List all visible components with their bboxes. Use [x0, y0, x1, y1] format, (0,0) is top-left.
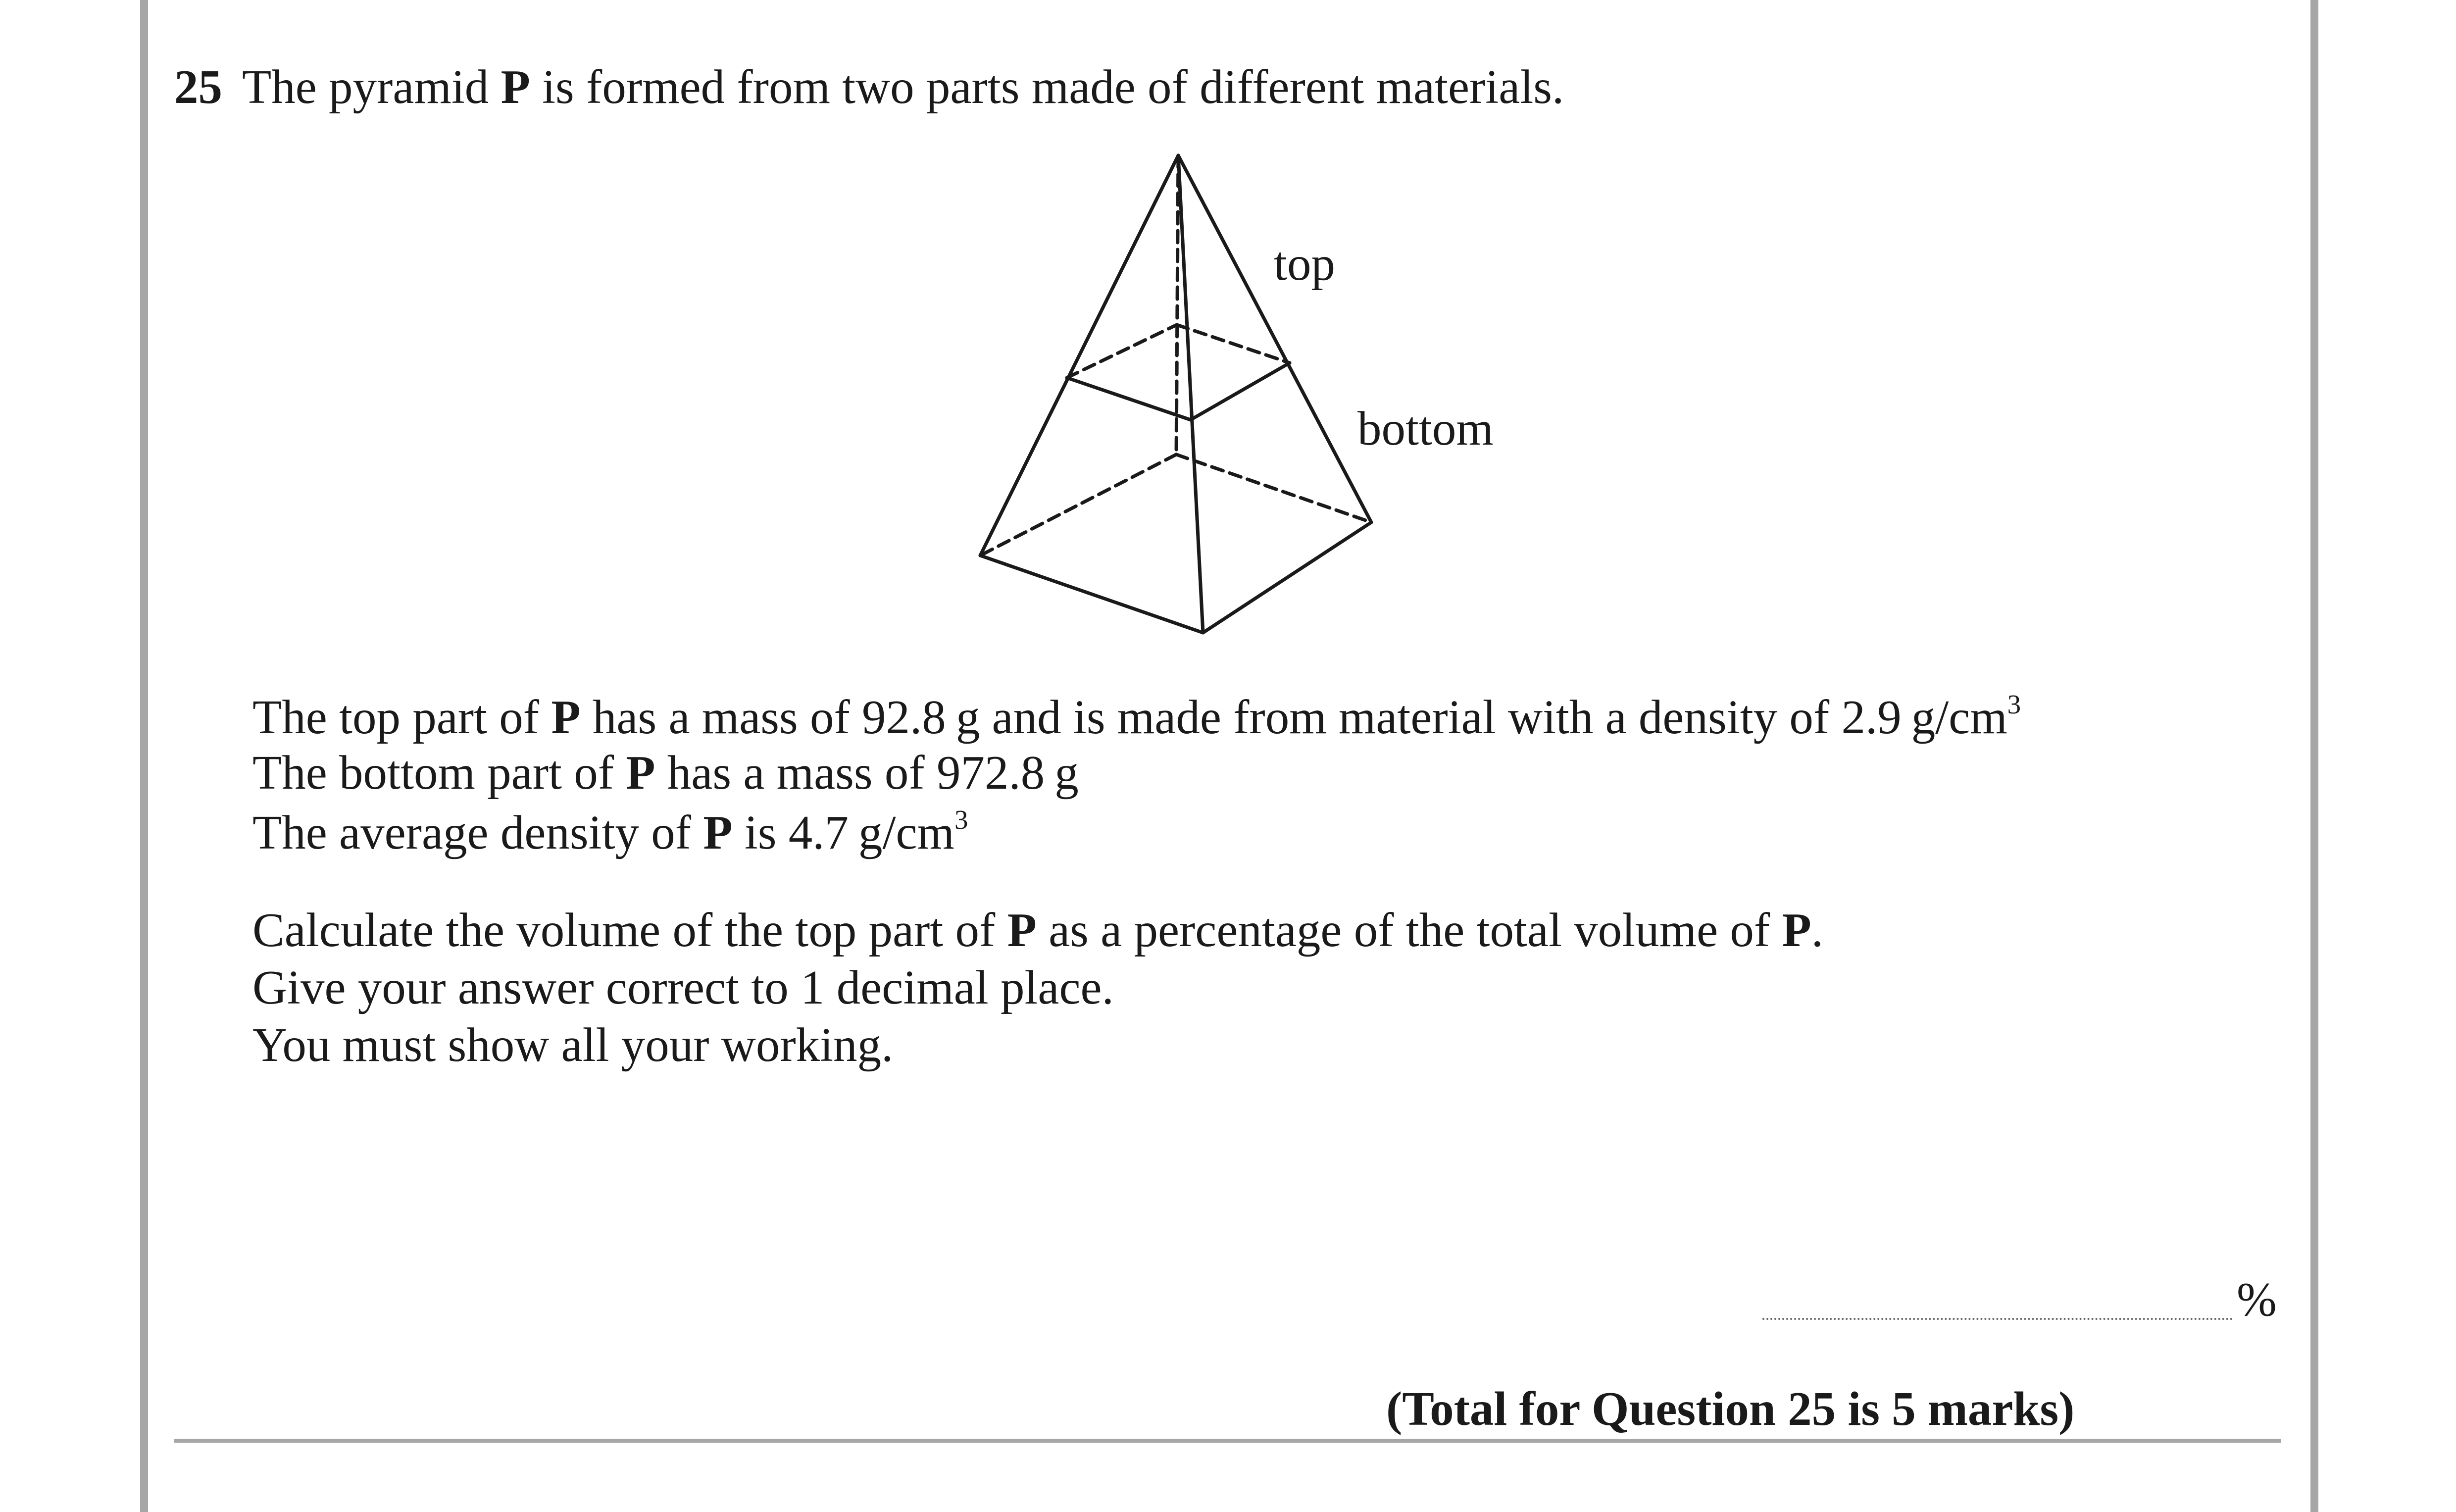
- info3-b: P: [703, 806, 733, 859]
- cut-edge-front-right: [1191, 363, 1290, 420]
- info2-b: P: [626, 746, 655, 799]
- info2-c: has a mass of 972.8: [655, 746, 1045, 799]
- hidden-cut-edge-left: [1067, 325, 1177, 378]
- info2-d: g: [1054, 746, 1079, 799]
- info1-b: P: [551, 691, 581, 744]
- info-line-bottom-mass: [252, 746, 1079, 799]
- base-edge-front-right: [1203, 522, 1371, 633]
- answer-unit: %: [2237, 1273, 2277, 1326]
- total-marks: (Total for Question 25 is 5 marks): [1386, 1382, 2075, 1435]
- right-margin-border: [2310, 0, 2318, 1512]
- task-line-2: Give your answer correct to 1 decimal place.: [252, 961, 1114, 1014]
- hidden-edges: [980, 155, 1371, 555]
- base-edge-front-left: [980, 555, 1203, 633]
- answer-line[interactable]: [1762, 1318, 2233, 1320]
- intro-text-1: The pyramid: [242, 60, 501, 113]
- info1-sup: 3: [2007, 689, 2021, 719]
- info1-d: g and is made from material with a density of 2.9: [955, 691, 1902, 744]
- info2-a: The bottom part of: [252, 746, 626, 799]
- task1-b: P: [1007, 904, 1037, 957]
- intro-pyramid-name: P: [501, 60, 530, 113]
- task-line-1: [252, 904, 1823, 957]
- info1-a: The top part of: [252, 691, 551, 744]
- label-top: top: [1274, 237, 1335, 290]
- task1-a: Calculate the volume of the top part of: [252, 904, 1007, 957]
- edge-apex-left: [980, 155, 1178, 555]
- task1-e: .: [1811, 904, 1823, 957]
- task1-d: P: [1782, 904, 1811, 957]
- edge-apex-right: [1178, 155, 1371, 522]
- answer-area: [1762, 1273, 2282, 1332]
- question-intro: [174, 59, 1564, 114]
- pyramid-diagram: [960, 149, 1554, 644]
- info3-sup: 3: [954, 805, 968, 835]
- question-number: 25: [174, 60, 222, 113]
- intro-text-2: is formed from two parts made of different materials.: [530, 60, 1564, 113]
- label-bottom: bottom: [1357, 402, 1494, 455]
- pyramid-svg: [960, 149, 1554, 644]
- task-line-3: You must show all your working.: [252, 1018, 894, 1071]
- info1-c: has a mass of 92.8: [580, 691, 946, 744]
- info3-d: g/cm: [858, 806, 954, 859]
- info1-e: g/cm: [1911, 691, 2007, 744]
- task1-c: as a percentage of the total volume of: [1036, 904, 1782, 957]
- hidden-cut-edge-right: [1177, 325, 1290, 363]
- info3-a: The average density of: [252, 806, 703, 859]
- edge-apex-front: [1178, 155, 1203, 633]
- hidden-base-edge-left: [980, 454, 1176, 555]
- info-line-top-mass: [252, 689, 2021, 744]
- info3-c: is 4.7: [732, 806, 849, 859]
- hidden-apex-edge: [1176, 155, 1178, 454]
- info-line-average-density: [252, 806, 968, 857]
- left-margin-border: [140, 0, 148, 1512]
- bottom-rule: [174, 1439, 2281, 1443]
- cut-edge-front-left: [1067, 378, 1191, 420]
